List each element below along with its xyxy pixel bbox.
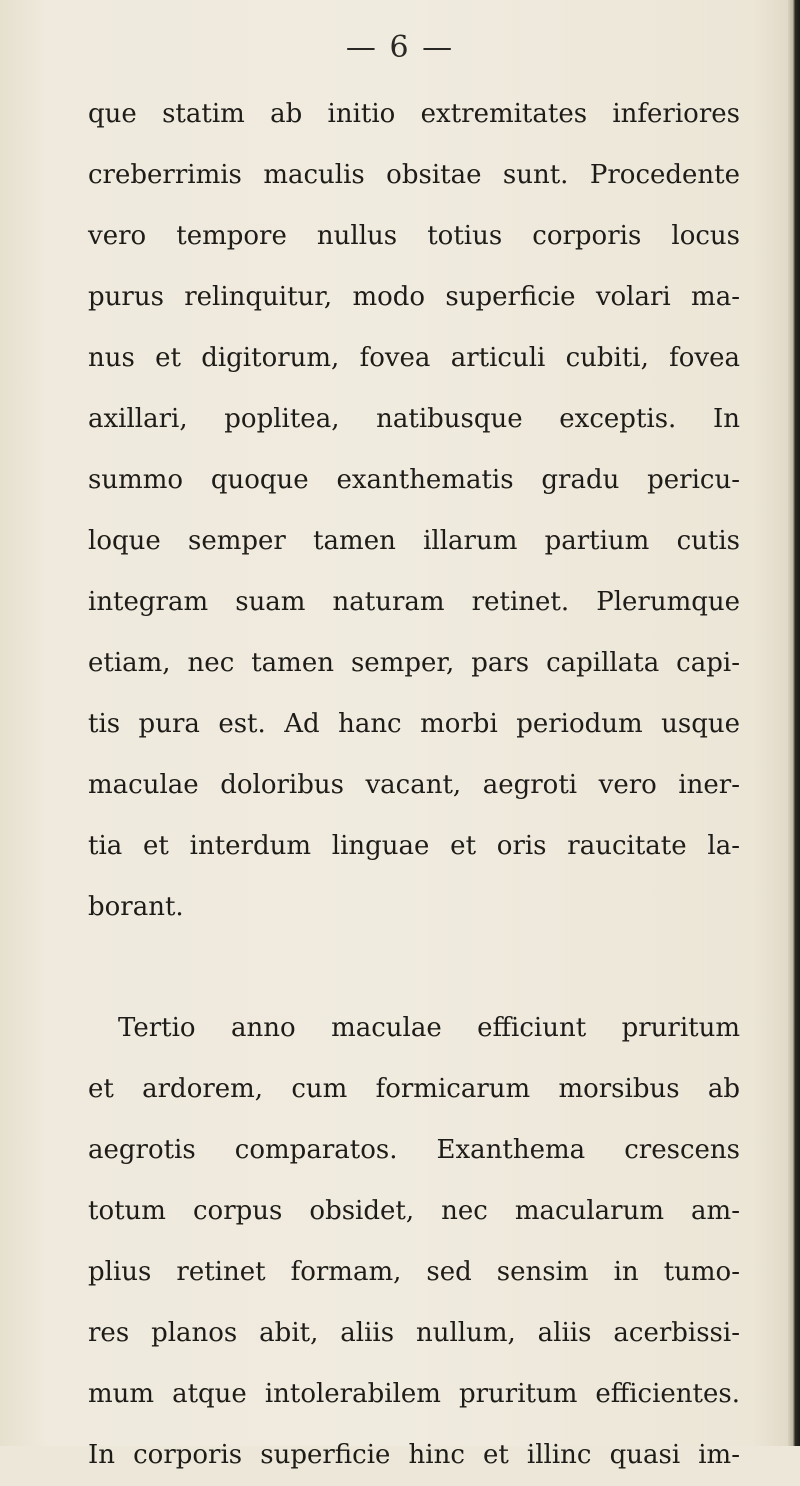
text-line: Tertio anno maculae efficiunt pruritum (118, 1013, 740, 1043)
text-line: In corporis superficie hinc et illinc quasi im- (88, 1440, 740, 1470)
text-line: nus et digitorum, fovea articuli cubiti, fovea (88, 343, 740, 373)
text-line: purus relinquitur, modo superficie volari ma- (88, 282, 740, 312)
text-line: aegrotis comparatos. Exanthema crescens (88, 1135, 740, 1165)
paragraph (88, 998, 740, 1486)
text-line: borant. (88, 892, 184, 922)
text-line: summo quoque exanthematis gradu pericu- (88, 465, 740, 495)
text-line: integram suam naturam retinet. Plerumque (88, 587, 740, 617)
text-line: maculae doloribus vacant, aegroti vero iner- (88, 770, 740, 800)
text-line: que statim ab initio extremitates inferiores (88, 99, 740, 129)
text-line: tia et interdum linguae et oris raucitate la- (88, 831, 740, 861)
paragraph-gap (88, 938, 740, 998)
text-line: et ardorem, cum formicarum morsibus ab (88, 1074, 740, 1104)
page-number: — 6 — (345, 30, 455, 65)
text-line: creberrimis maculis obsitae sunt. Procedente (88, 160, 740, 190)
text-line: mum atque intolerabilem pruritum efficientes. (88, 1379, 740, 1409)
text-line: tis pura est. Ad hanc morbi periodum usque (88, 709, 740, 739)
text-line: totum corpus obsidet, nec macularum am- (88, 1196, 740, 1226)
text-line: vero tempore nullus totius corporis locus (88, 221, 740, 251)
text-line: plius retinet formam, sed sensim in tumo- (88, 1257, 740, 1287)
text-line: etiam, nec tamen semper, pars capillata capi- (88, 648, 740, 678)
paragraph (88, 84, 740, 938)
body-text (88, 84, 740, 1486)
page-edge (788, 0, 800, 1446)
text-line: res planos abit, aliis nullum, aliis acerbissi- (88, 1318, 740, 1348)
text-line: axillari, poplitea, natibusque exceptis. In (88, 404, 740, 434)
text-line: loque semper tamen illarum partium cutis (88, 526, 740, 556)
